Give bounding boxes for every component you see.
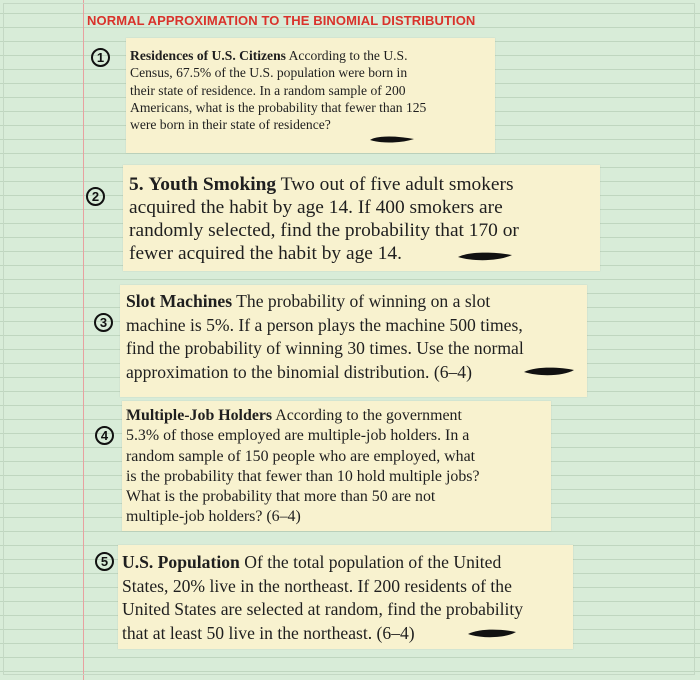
problem-4-line: multiple-job holders? (6–4) [126,508,301,526]
problem-2-line: acquired the habit by age 14. If 400 smokers are [129,197,503,218]
problem-2-card [123,165,600,271]
problem-4-line: random sample of 150 people who are employed, what [126,447,476,465]
redaction-scribble [368,133,416,145]
problem-1-card [126,38,495,153]
problem-3-line: The probability of winning on a slot [236,291,491,311]
problem-4-card [122,401,551,531]
problem-4-line: 5.3% of those employed are multiple-job holders. In a [126,427,470,445]
problem-3-line: find the probability of winning 30 times. Use the normal [126,338,524,358]
problem-5-line: that at least 50 live in the northeast. (6–4) [122,622,415,643]
redaction-scribble [456,249,514,263]
problem-1-line: According to the U.S. [288,48,408,63]
problem-4-marker: 4 [95,426,114,445]
problem-2-text [129,173,600,265]
problem-2-line: Two out of five adult smokers [280,174,514,195]
redaction-scribble [522,364,576,378]
problem-4-text [126,406,551,528]
problem-1-line: their state of residence. In a random sample of 200 [130,82,406,98]
problem-4-line: What is the probability that more than 50 are not [126,488,436,506]
problem-1-text [130,47,495,133]
problem-1-title: Residences of U.S. Citizens [130,48,286,63]
problem-3-title: Slot Machines [126,291,233,311]
problem-2-line: fewer acquired the habit by age 14. [129,243,402,264]
problem-4-line: According to the government [275,407,462,424]
problem-2-line: randomly selected, find the probability that 170 or [129,220,519,241]
problem-5-title: U.S. Population [122,552,240,572]
problem-4-title: Multiple-Job Holders [126,407,273,424]
page-title: NORMAL APPROXIMATION TO THE BINOMIAL DISTRIBUTION [87,13,476,28]
problem-1-line: Americans, what is the probability that fewer than 125 [130,99,427,115]
problem-5-marker: 5 [95,552,114,571]
problem-1-marker: 1 [91,48,110,67]
problem-5-line: United States are selected at random, find the probability [122,599,524,619]
problem-2-number: 5. [129,174,144,195]
problem-1-line: Census, 67.5% of the U.S. population were born in [130,65,408,81]
problem-2-marker: 2 [86,187,105,206]
problem-5-line: States, 20% live in the northeast. If 200 residents of the [122,575,512,596]
problem-4-line: is the probability that fewer than 10 hold multiple jobs? [126,467,480,485]
problem-1-line: were born in their state of residence? [130,117,331,133]
problem-5-line: Of the total population of the United [244,552,502,572]
problem-3-marker: 3 [94,313,113,332]
problem-3-line: approximation to the binomial distribution. (6–4) [126,361,472,382]
problem-2-title: Youth Smoking [148,174,277,195]
problem-3-line: machine is 5%. If a person plays the machine 500 times, [126,314,523,335]
problem-3-text [126,290,587,384]
problem-3-card [120,285,587,397]
redaction-scribble [466,626,518,640]
